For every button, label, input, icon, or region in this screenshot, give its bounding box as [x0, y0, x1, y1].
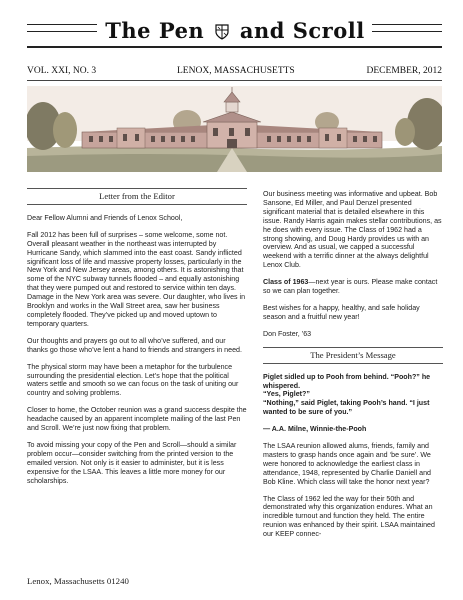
- class-1963-paragraph: [263, 278, 443, 296]
- holiday-wishes: Best wishes for a happy, healthy, and safe holiday season and a fruitful new year!: [263, 303, 420, 321]
- masthead-rule-left: [27, 24, 97, 32]
- president-paragraph: The Class of 1962 led the way for their 50th and demonstrated why this organization endures. What an incredible turnout and function they held. The entire reunion was enhanced by their spirit. LSAA maintained our KEEP connec-: [263, 494, 435, 539]
- masthead: [0, 0, 463, 60]
- quote-line: “Yes, Piglet?”: [263, 390, 310, 399]
- editor-paragraph: Fall 2012 has been full of surprises – some welcome, some not. Overall pleasant weather in the northeast was interrupted by Hurricane Sandy, which slammed into the east coast. Sandy inflicted significant loss of life and massive property losses, particularly in the New York and New Jersey areas, among others. It is astonishing that some of the NYC subway tunnels flooded – and equally astonishing that they were pumped out and restored to service within ten days. Damage in the New York area was severe. Our daughter, who lives in Brooklyn and works in the Wall Street area, saw her business completely flooded. They’ve picked up and moved uptown to temporary quarters.: [27, 230, 246, 328]
- quote-line: Piglet sidled up to Pooh from behind. “Pooh?” he whispered.: [263, 372, 431, 390]
- editor-signature: Don Foster, ’63: [263, 329, 312, 338]
- president-paragraph: The LSAA reunion allowed alums, friends, family and masters to grasp hands once again and ‘be sure’. We were honored to acknowledge the earliest class in attendance, 1948, represented by Charlie Daniell and Bob Kline. Which class will take the honor next year?: [263, 442, 431, 486]
- issue-info-bar: [27, 66, 442, 80]
- title-part2: and Scroll: [239, 18, 365, 43]
- quote-line: “Nothing,” said Piglet, taking Pooh’s hand. “I just wanted to be sure of you.”: [263, 399, 430, 417]
- editor-paragraph: To avoid missing your copy of the Pen and Scroll—should a similar problem occur—consider switching from the printed version to the emailed version. Not only is it easier to administer, but it is less expensive for the LSAA. This leaves a little more money for our scholarships.: [27, 440, 237, 485]
- issue-date: DECEMBER, 2012: [366, 66, 442, 76]
- quote-attribution: — A.A. Milne, Winnie-the-Pooh: [263, 425, 367, 434]
- masthead-rule-right: [372, 24, 442, 32]
- school-campus-illustration: [27, 86, 442, 172]
- editor-paragraph: The physical storm may have been a metaphor for the turbulence surrounding the presidential election. Let’s hope that the political waters settle and smooth so we can focus on the task of uniting our country and solving problems.: [27, 362, 239, 398]
- footer-address: Lenox, Massachusetts 01240: [27, 576, 129, 586]
- title-part1: The Pen: [105, 18, 205, 43]
- masthead-bottom-rule: [27, 46, 442, 48]
- class-1963-text: —next year is ours. Please make contact so we can plan together.: [263, 278, 438, 296]
- shield-crest-icon: [215, 24, 229, 40]
- editor-paragraph: Our thoughts and prayers go out to all who’ve suffered, and our thanks go those who’ve lent a hand to friends and strangers in need.: [27, 336, 242, 354]
- editor-letter-heading: Letter from the Editor: [27, 188, 247, 205]
- editor-paragraph: Dear Fellow Alumni and Friends of Lenox School,: [27, 213, 183, 222]
- president-message-heading: The President’s Message: [263, 347, 443, 364]
- editor-continued-paragraph: Our business meeting was informative and upbeat. Bob Sansone, Ed Miller, and Paul Denzel presented significant material that is detailed elsewhere in this issue. Randy Harris again makes stellar contributions, as he does with every issue. The Class of 1962 had a strong showing, and Doug Hardy provides us with an overview. And as usual, we capped a successful weekend with a terrific dinner at the always delightful Lenox Club.: [263, 190, 442, 270]
- issue-location: LENOX, MASSACHUSETTS: [177, 66, 295, 76]
- right-column: [263, 190, 443, 547]
- issue-volume: VOL. XXI, NO. 3: [27, 66, 97, 76]
- editor-paragraph: Closer to home, the October reunion was a grand success despite the headache caused by an apparent incomplete mailing of the last Pen and Scroll. We’re just now fixing that problem.: [27, 406, 247, 433]
- editor-letter-column: [27, 188, 247, 493]
- issue-rule: [27, 80, 442, 81]
- newsletter-title: [95, 18, 375, 43]
- class-1963-label: Class of 1963: [263, 278, 309, 287]
